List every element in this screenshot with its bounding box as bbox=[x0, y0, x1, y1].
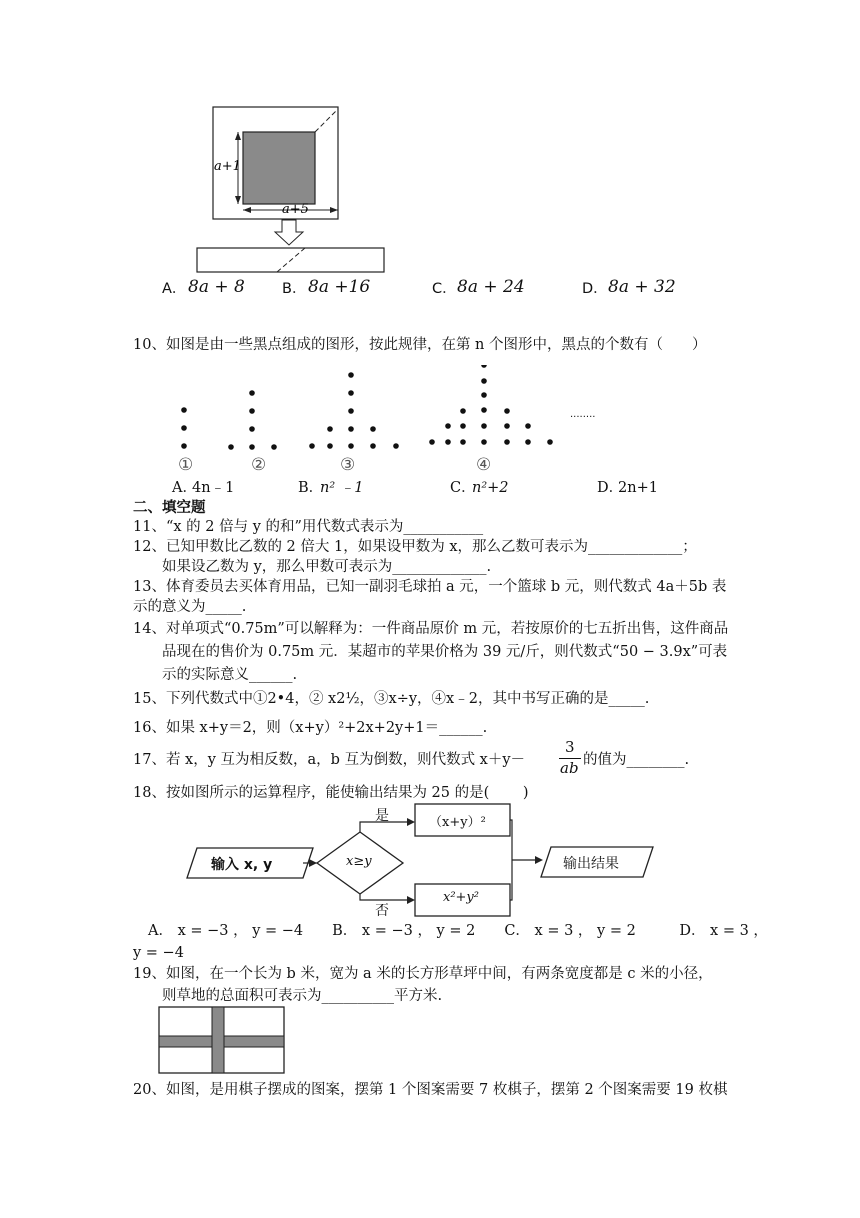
q16-text: 16、如果 x+y＝2，则（x+y）²+2x+2y+1＝______. bbox=[133, 720, 488, 736]
q17-fraction bbox=[559, 738, 581, 778]
q18-input-label: 输入 x, y bbox=[211, 857, 273, 873]
q9-option-b-expr: 8a +16 bbox=[308, 277, 371, 297]
q15-text: 15、下列代数式中①2•4，② x2½，③x÷y，④x﹣2，其中书写正确的是_____. bbox=[133, 691, 650, 707]
q12-line1: 12、已知甲数比乙数的 2 倍大 1，如果设甲数为 x，那么乙数可表示为_____________； bbox=[133, 539, 697, 555]
q17-text-after: 的值为________. bbox=[583, 752, 690, 768]
section-title-fill-in: 二、填空题 bbox=[133, 499, 206, 516]
q10-option-c-letter: C． bbox=[450, 480, 476, 496]
q10-option-d-letter: D． bbox=[597, 480, 624, 496]
q13-line2: 示的意义为_____. bbox=[133, 599, 247, 615]
q10-figure-label-4: ④ bbox=[476, 455, 492, 475]
q9-figure bbox=[190, 100, 390, 275]
q10-dot-figure bbox=[165, 365, 605, 477]
q9-label-height: a+1 bbox=[214, 159, 241, 174]
q18-yes-label: 是 bbox=[375, 808, 389, 824]
q9-option-d-letter: D． bbox=[582, 281, 608, 297]
q9-option-a-expr: 8a + 8 bbox=[188, 277, 245, 297]
q10-option-a-expr: 4n﹣1 bbox=[192, 480, 235, 496]
q10-figure-label-1: ① bbox=[178, 455, 194, 475]
q11-text: 11、“x 的 2 倍与 y 的和”用代数式表示为___________ bbox=[133, 519, 484, 535]
q18-box-top: （x+y）² bbox=[429, 815, 486, 830]
q19-line2: 则草地的总面积可表示为__________平方米. bbox=[162, 988, 443, 1004]
q12-line2: 如果设乙数为 y，那么甲数可表示为_____________. bbox=[162, 559, 492, 575]
q10-option-a-letter: A． bbox=[172, 480, 197, 496]
q14-line2: 品现在的售价为 0.75m 元．某超市的苹果价格为 39 元/斤，则代数式“50 − 3.9x”可表 bbox=[162, 644, 728, 660]
q17-text-before: 17、若 x，y 互为相反数，a，b 互为倒数，则代数式 x＋y－ bbox=[133, 752, 526, 768]
q18-condition: x≥y bbox=[346, 854, 372, 869]
q17-fraction-denominator: ab bbox=[560, 759, 579, 777]
q18-output-label: 输出结果 bbox=[563, 856, 619, 872]
q10-figure-label-3: ③ bbox=[340, 455, 356, 475]
q9-option-d-expr: 8a + 32 bbox=[608, 277, 676, 297]
q20-text: 20、如图，是用棋子摆成的图案，摆第 1 个图案需要 7 枚棋子，摆第 2 个图案需要 19 枚棋 bbox=[133, 1082, 728, 1098]
q9-label-width: a+5 bbox=[282, 202, 309, 217]
q18-options-line1: A． x = −3 ， y = −4 B． x = −3 ， y = 2 C． x = 3 ， y = 2 D． x = 3 ， bbox=[148, 923, 768, 939]
q10-option-c-expr: n²+2 bbox=[472, 480, 509, 496]
q19-lawn-figure bbox=[158, 1006, 286, 1076]
q9-option-a-letter: A． bbox=[162, 281, 187, 297]
q10-stem: 10、如图是由一些黑点组成的图形，按此规律，在第 n 个图形中，黑点的个数有（ ） bbox=[133, 337, 707, 353]
q17-fraction-numerator: 3 bbox=[565, 738, 575, 756]
q18-no-label: 否 bbox=[375, 903, 389, 919]
q18-options-line2: y = −4 bbox=[133, 945, 184, 961]
q14-line3: 示的实际意义______. bbox=[162, 667, 298, 683]
q18-flowchart bbox=[185, 800, 655, 918]
q9-option-b-letter: B． bbox=[282, 281, 307, 297]
q10-figure-label-2: ② bbox=[251, 455, 267, 475]
q10-option-b-expr: n² ﹣1 bbox=[320, 480, 364, 496]
q13-line1: 13、体育委员去买体育用品，已知一副羽毛球拍 a 元，一个篮球 b 元，则代数式 4a＋5b 表 bbox=[133, 579, 727, 595]
q10-option-b-letter: B． bbox=[298, 480, 324, 496]
q19-line1: 19、如图，在一个长为 b 米，宽为 a 米的长方形草坪中间，有两条宽度都是 c 米的小径， bbox=[133, 966, 713, 982]
q14-line1: 14、对单项式“0.75m”可以解释为：一件商品原价 m 元，若按原价的七五折出售，这件商品 bbox=[133, 621, 729, 637]
q10-option-d-expr: 2n+1 bbox=[618, 480, 658, 496]
q9-option-c-letter: C． bbox=[432, 281, 457, 297]
q9-option-c-expr: 8a + 24 bbox=[457, 277, 525, 297]
q10-ellipsis: ········ bbox=[570, 412, 596, 423]
q18-box-bottom: x²+y² bbox=[443, 890, 479, 905]
q18-stem: 18、按如图所示的运算程序，能使输出结果为 25 的是( ) bbox=[133, 785, 529, 801]
